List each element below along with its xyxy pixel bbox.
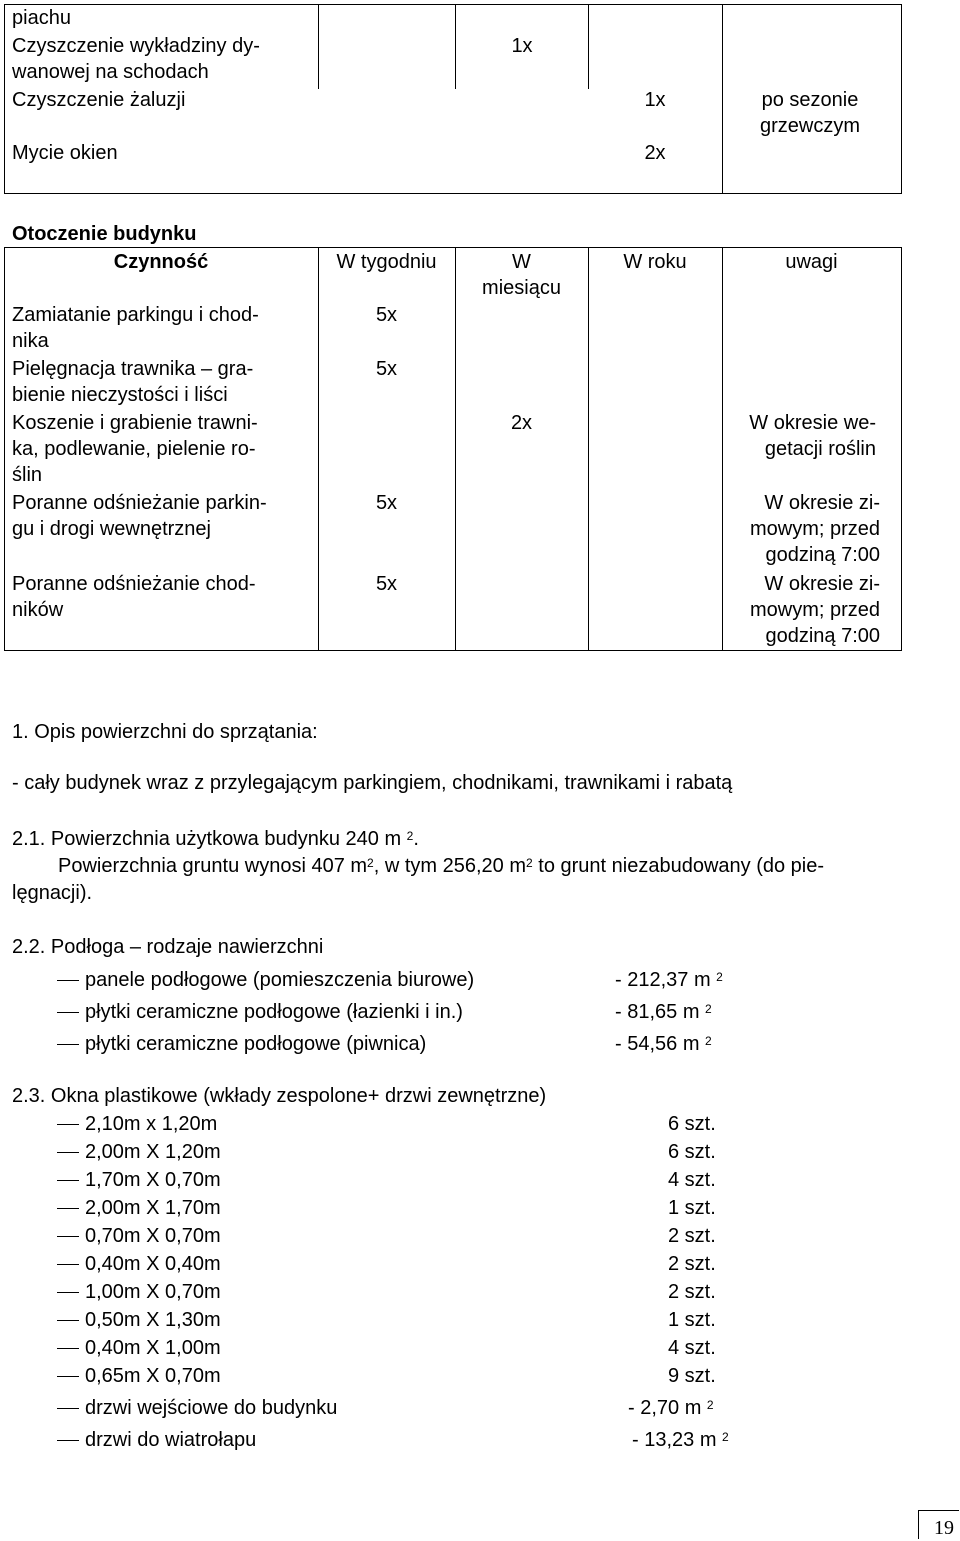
header-notes: uwagi <box>785 251 838 273</box>
top-row-task: Mycie okien <box>12 142 118 164</box>
top-row-freq: 1x <box>644 89 666 111</box>
superscript: 2 <box>705 1002 712 1016</box>
section-2-1-ground-cont: lęgnacji). <box>12 882 93 904</box>
floor-item-value <box>615 1031 712 1057</box>
table-row-note: W okresie zi- mowym; przed godziną 7:00 <box>749 573 880 647</box>
window-size: 1,70m X 0,70m <box>85 1169 221 1191</box>
table-row-task: Pielęgnacja trawnika – gra- bienie nieczystości i liści <box>12 358 254 406</box>
table-row-week: 5x <box>375 492 398 514</box>
list-dash <box>57 1236 79 1237</box>
section-1-heading: 1. Opis powierzchni do sprzątania: <box>12 721 318 743</box>
superscript: 2 <box>722 1430 729 1444</box>
table-row-task: Zamiatanie parkingu i chod- nika <box>12 304 259 352</box>
window-qty: 6 szt. <box>668 1141 716 1163</box>
door-area: - 13,23 m <box>632 1429 717 1451</box>
floor-item-area: - 81,65 m <box>615 1001 700 1023</box>
floor-item-name: płytki ceramiczne podłogowe (piwnica) <box>85 1033 427 1055</box>
table-row-week: 5x <box>375 304 398 326</box>
top-row-freq: 1x <box>511 35 533 57</box>
window-qty: 1 szt. <box>668 1309 716 1331</box>
list-dash <box>57 980 79 981</box>
list-dash <box>57 1440 79 1441</box>
table-row-note: W okresie zi- mowym; przed godziną 7:00 <box>749 492 880 566</box>
top-row-note: po sezonie grzewczym <box>759 89 860 137</box>
top-row-task: Czyszczenie żaluzji <box>12 89 186 111</box>
table-row-task: Koszenie i grabienie trawni- ka, podlewanie, pielenie ro- ślin <box>12 412 258 486</box>
header-week: W tygodniu <box>336 251 437 273</box>
table-row-year: 2x <box>510 412 533 434</box>
superscript: 2 <box>705 1034 712 1048</box>
window-size: 2,00m X 1,70m <box>85 1197 221 1219</box>
window-size: 0,40m X 0,40m <box>85 1253 221 1275</box>
top-row-freq: 2x <box>644 142 666 164</box>
section-2-1: 2.1. Powierzchnia użytkowa budynku 240 m $^2$. <box>12 828 419 850</box>
list-dash <box>57 1264 79 1265</box>
section-2-2-heading: 2.2. Podłoga – rodzaje nawierzchni <box>12 936 324 958</box>
section-2-3-heading: 2.3. Okna plastikowe (wkłady zespolone+ drzwi zewnętrzne) <box>12 1085 547 1107</box>
table-row-note: W okresie we- getacji roślin <box>749 412 876 460</box>
table-row-week: 5x <box>375 573 398 595</box>
list-dash <box>57 1408 79 1409</box>
section-1-text: - cały budynek wraz z przylegającym parkingiem, chodnikami, trawnikami i rabatą <box>12 772 733 794</box>
door-name: drzwi wejściowe do budynku <box>85 1397 338 1419</box>
floor-item-area: - 54,56 m <box>615 1033 700 1055</box>
list-dash <box>57 1180 79 1181</box>
floor-item-value <box>615 999 712 1025</box>
floor-item-name: panele podłogowe (pomieszczenia biurowe) <box>85 969 475 991</box>
page-number: 19 <box>934 1517 954 1539</box>
door-area: - 2,70 m <box>628 1397 702 1419</box>
superscript: 2 <box>716 970 723 984</box>
door-value <box>628 1395 714 1421</box>
table-row-task: Poranne odśnieżanie chod- ników <box>12 573 256 621</box>
window-size: 2,10m x 1,20m <box>85 1113 218 1135</box>
table-row-task: Poranne odśnieżanie parkin- gu i drogi wewnętrznej <box>12 492 267 540</box>
window-size: 1,00m X 0,70m <box>85 1281 221 1303</box>
floor-item-value <box>615 967 723 993</box>
floor-item-name: płytki ceramiczne podłogowe (łazienki i in.) <box>85 1001 463 1023</box>
header-year: W roku <box>623 251 687 273</box>
list-dash <box>57 1152 79 1153</box>
window-qty: 1 szt. <box>668 1197 716 1219</box>
window-qty: 6 szt. <box>668 1113 716 1135</box>
list-dash <box>57 1012 79 1013</box>
list-dash <box>57 1208 79 1209</box>
section-title: Otoczenie budynku <box>12 223 197 245</box>
window-qty: 4 szt. <box>668 1169 716 1191</box>
window-size: 0,50m X 1,30m <box>85 1309 221 1331</box>
window-size: 2,00m X 1,20m <box>85 1141 221 1163</box>
superscript: 2 <box>706 1398 714 1412</box>
header-task: Czynność <box>113 251 209 273</box>
door-value <box>632 1427 729 1453</box>
floor-item-area: - 212,37 m <box>615 969 711 991</box>
top-row-task: Czyszczenie wykładziny dy- wanowej na schodach <box>12 35 260 83</box>
window-size: 0,70m X 0,70m <box>85 1225 221 1247</box>
list-dash <box>57 1044 79 1045</box>
header-month: W miesiącu <box>482 251 561 299</box>
top-row-task: piachu <box>12 7 71 29</box>
window-qty: 2 szt. <box>668 1225 716 1247</box>
window-qty: 4 szt. <box>668 1337 716 1359</box>
window-size: 0,65m X 0,70m <box>85 1365 221 1387</box>
section-2-1-ground: Powierzchnia gruntu wynosi 407 $m^2$, w tym 256,20 $m^2$ to grunt niezabudowany (do pie- <box>58 855 825 877</box>
list-dash <box>57 1376 79 1377</box>
list-dash <box>57 1124 79 1125</box>
list-dash <box>57 1292 79 1293</box>
list-dash <box>57 1320 79 1321</box>
table-row-week: 5x <box>375 358 398 380</box>
window-size: 0,40m X 1,00m <box>85 1337 221 1359</box>
window-qty: 9 szt. <box>668 1365 716 1387</box>
door-name: drzwi do wiatrołapu <box>85 1429 257 1451</box>
window-qty: 2 szt. <box>668 1253 716 1275</box>
window-qty: 2 szt. <box>668 1281 716 1303</box>
list-dash <box>57 1348 79 1349</box>
